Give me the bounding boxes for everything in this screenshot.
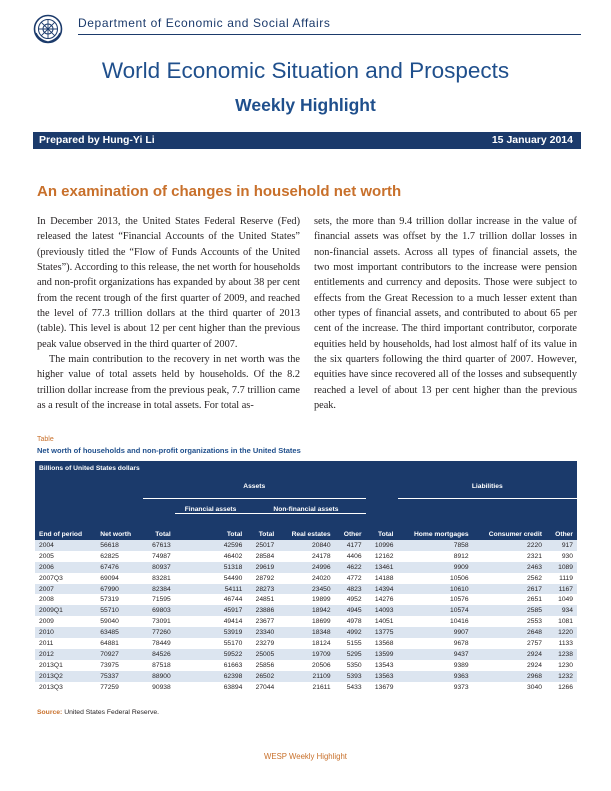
value-cell: 4952 xyxy=(335,594,366,605)
value-cell: 24851 xyxy=(246,594,278,605)
value-cell: 5350 xyxy=(335,660,366,671)
value-cell: 10610 xyxy=(398,584,473,595)
value-cell: 10574 xyxy=(398,605,473,616)
value-cell: 13568 xyxy=(366,638,398,649)
value-cell: 14394 xyxy=(366,584,398,595)
value-cell: 2585 xyxy=(473,605,546,616)
value-cell: 25856 xyxy=(246,660,278,671)
page-footer: WESP Weekly Highlight xyxy=(264,752,347,761)
net-worth-table xyxy=(35,461,577,692)
value-cell: 9909 xyxy=(398,562,473,573)
value-cell: 1266 xyxy=(546,682,577,693)
value-cell: 13543 xyxy=(366,660,398,671)
value-cell: 19709 xyxy=(278,649,334,660)
value-cell: 24178 xyxy=(278,551,334,562)
period-cell: 2009 xyxy=(35,616,96,627)
value-cell: 2220 xyxy=(473,540,546,551)
value-cell: 917 xyxy=(546,540,577,551)
value-cell: 10416 xyxy=(398,616,473,627)
table-row xyxy=(35,573,577,584)
period-cell: 2011 xyxy=(35,638,96,649)
value-cell: 4406 xyxy=(335,551,366,562)
value-cell: 4978 xyxy=(335,616,366,627)
value-cell: 28792 xyxy=(246,573,278,584)
value-cell: 62825 xyxy=(96,551,143,562)
value-cell: 2553 xyxy=(473,616,546,627)
table-caption: Billions of United States dollars xyxy=(35,461,577,475)
value-cell: 9363 xyxy=(398,671,473,682)
table-source xyxy=(37,709,159,716)
value-cell: 7858 xyxy=(398,540,473,551)
value-cell: 26502 xyxy=(246,671,278,682)
value-cell: 23677 xyxy=(246,616,278,627)
value-cell: 25005 xyxy=(246,649,278,660)
value-cell: 84526 xyxy=(143,649,175,660)
value-cell: 4177 xyxy=(335,540,366,551)
page-subtitle: Weekly Highlight xyxy=(235,95,376,115)
period-cell: 2007 xyxy=(35,584,96,595)
value-cell: 9678 xyxy=(398,638,473,649)
value-cell: 12162 xyxy=(366,551,398,562)
column-header: Total xyxy=(246,514,278,541)
header-divider xyxy=(78,34,581,35)
table-row xyxy=(35,671,577,682)
value-cell: 3040 xyxy=(473,682,546,693)
value-cell: 64881 xyxy=(96,638,143,649)
value-cell: 4992 xyxy=(335,627,366,638)
source-label: Source: xyxy=(37,709,63,716)
column-header: Total xyxy=(175,514,247,541)
value-cell: 46744 xyxy=(175,594,247,605)
value-cell: 21611 xyxy=(278,682,334,693)
value-cell: 14051 xyxy=(366,616,398,627)
value-cell: 27044 xyxy=(246,682,278,693)
assets-group-header: Assets xyxy=(143,475,366,499)
value-cell: 67613 xyxy=(143,540,175,551)
value-cell: 10506 xyxy=(398,573,473,584)
column-header: Consumer credit xyxy=(473,514,546,541)
value-cell: 20840 xyxy=(278,540,334,551)
value-cell: 83281 xyxy=(143,573,175,584)
table-row xyxy=(35,649,577,660)
value-cell: 1220 xyxy=(546,627,577,638)
table-row xyxy=(35,562,577,573)
page-title: World Economic Situation and Prospects xyxy=(101,58,510,83)
table-title: Net worth of households and non-profit organizations in the United States xyxy=(37,446,301,455)
value-cell: 24020 xyxy=(278,573,334,584)
value-cell: 4823 xyxy=(335,584,366,595)
value-cell: 2562 xyxy=(473,573,546,584)
value-cell: 55170 xyxy=(175,638,247,649)
period-cell: 2012 xyxy=(35,649,96,660)
value-cell: 934 xyxy=(546,605,577,616)
value-cell: 19899 xyxy=(278,594,334,605)
article-heading: An examination of changes in household net worth xyxy=(37,183,402,200)
nonfinancial-assets-header: Non-financial assets xyxy=(246,499,365,514)
value-cell: 70927 xyxy=(96,649,143,660)
column-header: End of period xyxy=(35,514,96,541)
value-cell: 42596 xyxy=(175,540,247,551)
table-row xyxy=(35,551,577,562)
author-label: Prepared by Hung-Yi Li xyxy=(39,134,155,146)
value-cell: 82384 xyxy=(143,584,175,595)
period-cell: 2006 xyxy=(35,562,96,573)
period-cell: 2005 xyxy=(35,551,96,562)
table-row xyxy=(35,594,577,605)
value-cell: 46402 xyxy=(175,551,247,562)
value-cell: 5155 xyxy=(335,638,366,649)
value-cell: 1232 xyxy=(546,671,577,682)
value-cell: 5393 xyxy=(335,671,366,682)
value-cell: 49414 xyxy=(175,616,247,627)
value-cell: 10996 xyxy=(366,540,398,551)
period-cell: 2009Q1 xyxy=(35,605,96,616)
value-cell: 8912 xyxy=(398,551,473,562)
value-cell: 1089 xyxy=(546,562,577,573)
value-cell: 25017 xyxy=(246,540,278,551)
value-cell: 53919 xyxy=(175,627,247,638)
value-cell: 71595 xyxy=(143,594,175,605)
value-cell: 87518 xyxy=(143,660,175,671)
period-cell: 2004 xyxy=(35,540,96,551)
financial-assets-header: Financial assets xyxy=(175,499,247,514)
column-header: Home mortgages xyxy=(398,514,473,541)
value-cell: 14188 xyxy=(366,573,398,584)
value-cell: 20506 xyxy=(278,660,334,671)
value-cell: 2968 xyxy=(473,671,546,682)
value-cell: 28584 xyxy=(246,551,278,562)
value-cell: 13461 xyxy=(366,562,398,573)
value-cell: 21109 xyxy=(278,671,334,682)
table-row xyxy=(35,605,577,616)
value-cell: 78449 xyxy=(143,638,175,649)
table-row xyxy=(35,584,577,595)
value-cell: 1230 xyxy=(546,660,577,671)
value-cell: 2321 xyxy=(473,551,546,562)
value-cell: 18348 xyxy=(278,627,334,638)
column-header: Other xyxy=(335,514,366,541)
value-cell: 1167 xyxy=(546,584,577,595)
table-body xyxy=(35,540,577,692)
value-cell: 67990 xyxy=(96,584,143,595)
value-cell: 69803 xyxy=(143,605,175,616)
value-cell: 2648 xyxy=(473,627,546,638)
paragraph: In December 2013, the United States Federal Reserve (Fed) released the latest “Financial Accounts of the United States” (previously titled the “Flow of Funds Accounts of the United States”). According to this release, the net worth for households and non-profit organizations has expanded by about 38 per cent from the recent trough of the first quarter of 2009, and reached the level of 77.3 trillion dollars at the third quarter of 2013 (table). This level is about 12 per cent higher than the previous peak value observed in the third quarter of 2007. xyxy=(37,216,300,350)
table-row xyxy=(35,627,577,638)
value-cell: 9437 xyxy=(398,649,473,660)
value-cell: 18942 xyxy=(278,605,334,616)
value-cell: 5433 xyxy=(335,682,366,693)
value-cell: 90938 xyxy=(143,682,175,693)
value-cell: 1133 xyxy=(546,638,577,649)
value-cell: 69094 xyxy=(96,573,143,584)
value-cell: 62398 xyxy=(175,671,247,682)
column-header: Real estates xyxy=(278,514,334,541)
value-cell: 80937 xyxy=(143,562,175,573)
value-cell: 74987 xyxy=(143,551,175,562)
value-cell: 77259 xyxy=(96,682,143,693)
value-cell: 13599 xyxy=(366,649,398,660)
author-bar xyxy=(33,132,581,149)
period-cell: 2013Q2 xyxy=(35,671,96,682)
value-cell: 63894 xyxy=(175,682,247,693)
column-header: Total xyxy=(366,514,398,541)
value-cell: 9373 xyxy=(398,682,473,693)
value-cell: 13563 xyxy=(366,671,398,682)
value-cell: 59522 xyxy=(175,649,247,660)
value-cell: 1081 xyxy=(546,616,577,627)
value-cell: 88900 xyxy=(143,671,175,682)
value-cell: 51318 xyxy=(175,562,247,573)
value-cell: 13679 xyxy=(366,682,398,693)
paragraph: The main contribution to the recovery in net worth was the higher value of total assets held by households. Of the 8.2 trillion dollar increase from the previous peak, 7.7 trillion came as a result of the increase in total assets. For total as- xyxy=(37,354,300,412)
value-cell: 77260 xyxy=(143,627,175,638)
value-cell: 45917 xyxy=(175,605,247,616)
period-cell: 2010 xyxy=(35,627,96,638)
period-cell: 2007Q3 xyxy=(35,573,96,584)
table-row xyxy=(35,638,577,649)
value-cell: 14276 xyxy=(366,594,398,605)
source-text: United States Federal Reserve. xyxy=(64,709,160,716)
value-cell: 5295 xyxy=(335,649,366,660)
value-cell: 1049 xyxy=(546,594,577,605)
value-cell: 14093 xyxy=(366,605,398,616)
column-header: Net worth xyxy=(96,514,143,541)
value-cell: 18124 xyxy=(278,638,334,649)
paragraph: sets, the more than 9.4 trillion dollar increase in the value of financial assets was offset by the 1.7 trillion dollar losses in non-financial assets. Across all types of financial assets, the two most important contributors to the increase were pension entitlements and currency and deposits. Those were subject to effects from the Great Recession to a much lesser extent than other types of financial assets, and contributed to about 65 per cent of the increase. The third important contributor, corporate equities held by households, had lost almost half of its value in the six quarters following the third quarter of 2007. However, equities have since recovered all of the losses and subsequently reached a level of about 13 per cent higher than the previous peak. xyxy=(314,216,577,412)
table-row xyxy=(35,660,577,671)
un-emblem-logo xyxy=(33,14,63,44)
value-cell: 930 xyxy=(546,551,577,562)
value-cell: 2651 xyxy=(473,594,546,605)
value-cell: 56618 xyxy=(96,540,143,551)
value-cell: 2924 xyxy=(473,649,546,660)
value-cell: 55710 xyxy=(96,605,143,616)
value-cell: 2463 xyxy=(473,562,546,573)
value-cell: 75337 xyxy=(96,671,143,682)
value-cell: 59040 xyxy=(96,616,143,627)
period-cell: 2013Q3 xyxy=(35,682,96,693)
value-cell: 73091 xyxy=(143,616,175,627)
value-cell: 61663 xyxy=(175,660,247,671)
value-cell: 9907 xyxy=(398,627,473,638)
value-cell: 2757 xyxy=(473,638,546,649)
value-cell: 1119 xyxy=(546,573,577,584)
value-cell: 63485 xyxy=(96,627,143,638)
table-label: Table xyxy=(37,436,54,443)
publication-date: 15 January 2014 xyxy=(491,134,573,146)
value-cell: 4622 xyxy=(335,562,366,573)
value-cell: 23279 xyxy=(246,638,278,649)
value-cell: 1238 xyxy=(546,649,577,660)
column-header: Total xyxy=(143,514,175,541)
value-cell: 10576 xyxy=(398,594,473,605)
text-column-left xyxy=(37,214,300,413)
value-cell: 9389 xyxy=(398,660,473,671)
value-cell: 2924 xyxy=(473,660,546,671)
value-cell: 23450 xyxy=(278,584,334,595)
value-cell: 13775 xyxy=(366,627,398,638)
value-cell: 2617 xyxy=(473,584,546,595)
text-column-right xyxy=(314,214,577,413)
value-cell: 28273 xyxy=(246,584,278,595)
table-row xyxy=(35,540,577,551)
value-cell: 29619 xyxy=(246,562,278,573)
value-cell: 23340 xyxy=(246,627,278,638)
period-cell: 2013Q1 xyxy=(35,660,96,671)
table-row xyxy=(35,682,577,693)
value-cell: 4772 xyxy=(335,573,366,584)
value-cell: 18699 xyxy=(278,616,334,627)
column-header: Other xyxy=(546,514,577,541)
table-row xyxy=(35,616,577,627)
value-cell: 23886 xyxy=(246,605,278,616)
liabilities-group-header: Liabilities xyxy=(398,475,578,499)
value-cell: 57319 xyxy=(96,594,143,605)
period-cell: 2008 xyxy=(35,594,96,605)
value-cell: 73975 xyxy=(96,660,143,671)
value-cell: 54490 xyxy=(175,573,247,584)
department-name: Department of Economic and Social Affairs xyxy=(78,16,331,30)
value-cell: 4945 xyxy=(335,605,366,616)
value-cell: 54111 xyxy=(175,584,247,595)
value-cell: 67476 xyxy=(96,562,143,573)
value-cell: 24996 xyxy=(278,562,334,573)
